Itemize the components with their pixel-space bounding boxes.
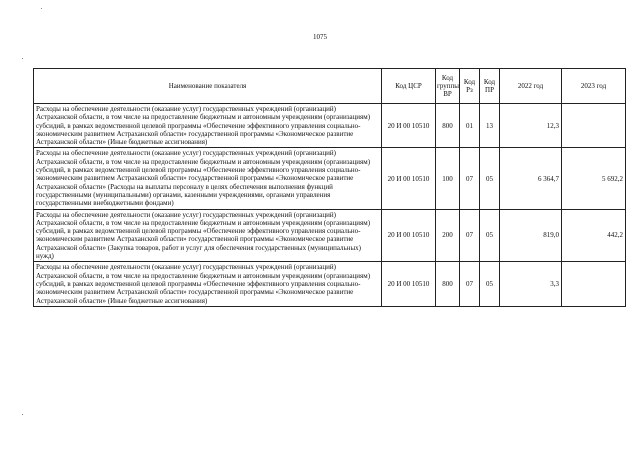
row-2022: 6 364,7 (500, 148, 562, 209)
header-name: Наименование показателя (34, 69, 382, 104)
table-row (34, 148, 626, 209)
row-csr: 20 И 00 10510 (382, 209, 436, 262)
header-2023: 2023 год (562, 69, 626, 104)
header-csr: Код ЦСР (382, 69, 436, 104)
scan-speck (41, 8, 42, 9)
row-description: Расходы на обеспечение деятельности (оказание услуг) государственных учреждений (организаций) Астраханской области, в том числе на предоставление бюджетным и автономным учреждениям (организациям) субсидий, в рамках ведомственной целевой программы «Обеспечение эффективного управления социально-экономическим развитием Астраханской области» государственной программы «Экономическое развитие Астраханской области» (Закупка товаров, работ и услуг для обеспечения государственных (муниципальных) нужд) (34, 209, 382, 262)
table-row (34, 104, 626, 148)
row-description: Расходы на обеспечение деятельности (оказание услуг) государственных учреждений (организаций) Астраханской области, в том числе на предоставление бюджетным и автономным учреждениям (организациям) субсидий, в рамках ведомственной целевой программы «Обеспечение эффективного управления социально-экономическим развитием Астраханской области» государственной программы «Экономическое развитие Астраханской области» (Иные бюджетные ассигнования) (34, 104, 382, 148)
table-row (34, 262, 626, 306)
row-rz: 07 (460, 209, 480, 262)
row-rz: 07 (460, 148, 480, 209)
row-vr: 800 (436, 104, 460, 148)
row-vr: 200 (436, 209, 460, 262)
row-2023 (562, 262, 626, 306)
row-vr: 800 (436, 262, 460, 306)
header-pr: Код ПР (480, 69, 500, 104)
row-2022: 12,3 (500, 104, 562, 148)
row-description: Расходы на обеспечение деятельности (оказание услуг) государственных учреждений (организаций) Астраханской области, в том числе на предоставление бюджетным и автономным учреждениям (организациям) субсидий, в рамках ведомственной целевой программы «Обеспечение эффективного управления социально-экономическим развитием Астраханской области» государственной программы «Экономическое развитие Астраханской области» (Расходы на выплаты персоналу в целях обеспечения выполнения функций государственными (муниципальными) органами, казенными учреждениями, органами управления государственными внебюджетными фондами) (34, 148, 382, 209)
row-2022: 3,3 (500, 262, 562, 306)
row-2022: 819,0 (500, 209, 562, 262)
row-csr: 20 И 00 10510 (382, 262, 436, 306)
scan-speck (22, 58, 23, 59)
row-csr: 20 И 00 10510 (382, 104, 436, 148)
row-2023: 5 692,2 (562, 148, 626, 209)
header-vr: Код группы ВР (436, 69, 460, 104)
row-pr: 05 (480, 262, 500, 306)
row-rz: 07 (460, 262, 480, 306)
row-2023 (562, 104, 626, 148)
header-rz: Код Рз (460, 69, 480, 104)
page-number: 1075 (313, 33, 327, 41)
row-csr: 20 И 00 10510 (382, 148, 436, 209)
row-rz: 01 (460, 104, 480, 148)
header-row (34, 69, 626, 104)
row-description: Расходы на обеспечение деятельности (оказание услуг) государственных учреждений (организаций) Астраханской области, в том числе на предоставление бюджетным и автономным учреждениям (организациям) субсидий, в рамках ведомственной целевой программы «Обеспечение эффективного управления социально-экономическим развитием Астраханской области» государственной программы «Экономическое развитие Астраханской области» (Иные бюджетные ассигнования) (34, 262, 382, 306)
row-pr: 05 (480, 148, 500, 209)
header-2022: 2022 год (500, 69, 562, 104)
table-row (34, 209, 626, 262)
row-2023: 442,2 (562, 209, 626, 262)
row-vr: 100 (436, 148, 460, 209)
row-pr: 05 (480, 209, 500, 262)
budget-table (33, 68, 626, 307)
row-pr: 13 (480, 104, 500, 148)
scan-speck (22, 414, 23, 415)
